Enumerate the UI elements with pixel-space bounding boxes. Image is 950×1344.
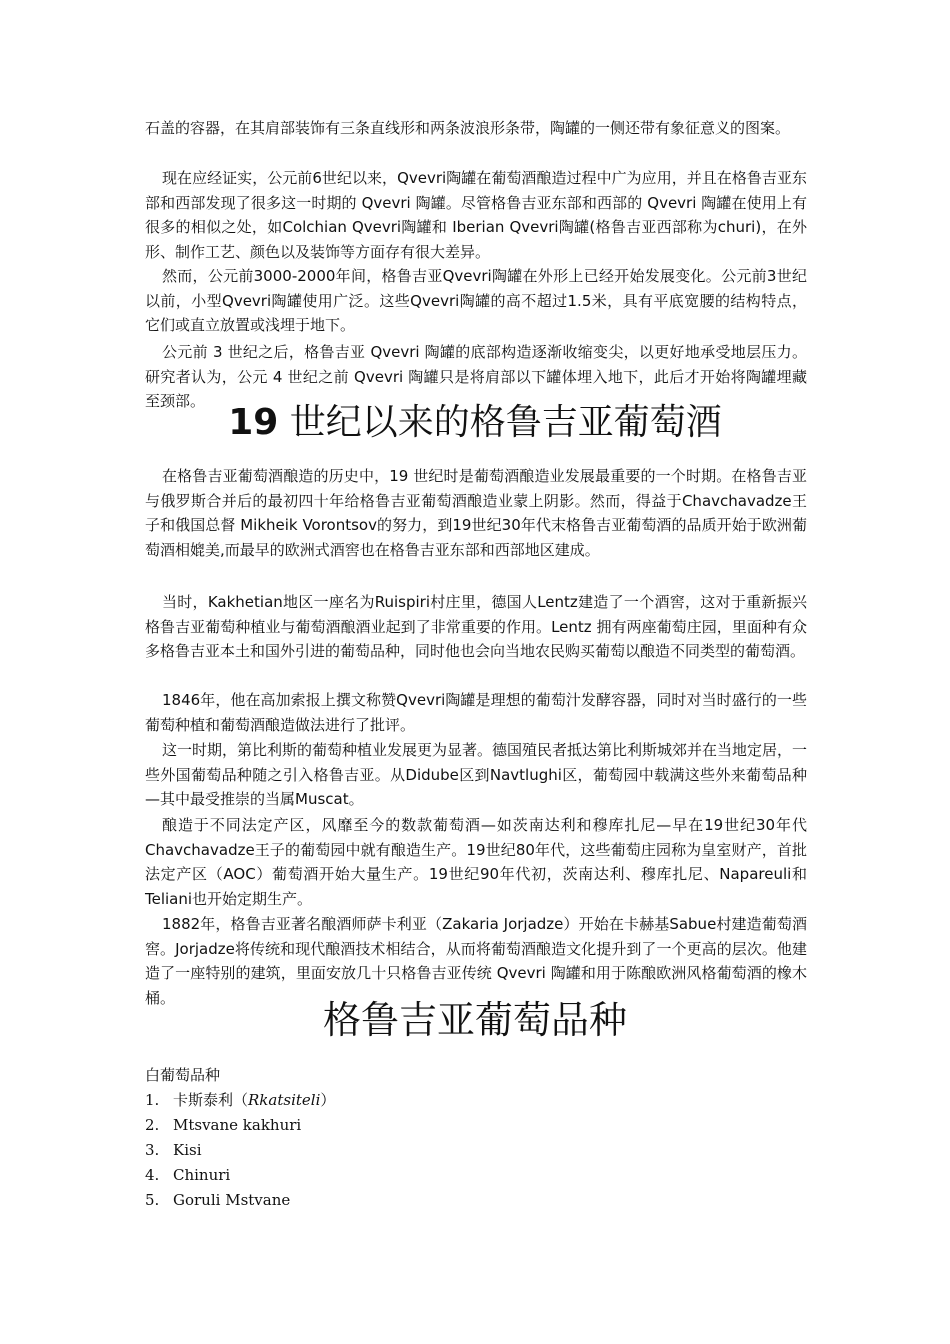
heading-number: 19 [228,402,279,443]
list-item-latin-name: Rkatsiteli [248,1091,321,1109]
list-item-name: Goruli Mstvane [173,1191,291,1209]
list-item-index: 5. [145,1191,160,1209]
heading-text: 世纪以来的格鲁吉亚葡萄酒 [289,402,722,443]
list-item-name: Kisi [173,1141,202,1159]
paragraph-mid-2: 当时，Kakhetian地区一座名为Ruispiri村庄里，德国人Lentz建造了一个酒窖，这对于重新振兴格鲁吉亚葡萄种植业与葡萄酒酿酒业起到了非常重要的作用。Lentz 拥有两座葡萄庄园，里面种有众多格鲁吉亚本土和国外引进的葡萄品种，同时他也会向当地农民购买葡萄以酿造不同类型的葡萄酒。 [145,593,807,660]
section-heading-grape-varieties: 格鲁吉亚葡萄品种 [322,998,627,1042]
paragraph-top-3: 然而，公元前3000-2000年间，格鲁吉亚Qvevri陶罐在外形上已经开始发展变化。公元前3世纪以前，小型Qvevri陶罐使用广泛。这些Qvevri陶罐的高不超过1.5米，具有平底宽腰的结构特点，它们或直立放置或浅埋于地下。 [145,267,807,334]
white-grapes-title: 白葡萄品种 [145,1066,221,1084]
paragraph-mid-4: 这一时期，第比利斯的葡萄种植业发展更为显著。德国殖民者抵达第比利斯城郊并在当地定居，一些外国葡萄品种随之引入格鲁吉亚。从Didube区到Navtlughi区，葡萄园中载满这些外来葡萄品种—其中最受推崇的当属Muscat。 [145,741,808,808]
section-heading-19th-century [0,400,950,446]
list-item-suffix: ） [320,1091,336,1109]
list-item [145,1138,335,1163]
list-item [145,1163,335,1188]
list-item [145,1088,335,1113]
list-item-index: 3. [145,1141,160,1159]
list-item [145,1113,335,1138]
paragraph-top-1: 石盖的容器，在其肩部装饰有三条直线形和两条波浪形条带，陶罐的一侧还带有象征意义的图案。 [145,119,791,137]
paragraph-top-2: 现在应经证实，公元前6世纪以来，Qvevri陶罐在葡萄酒酿造过程中广为应用，并且在格鲁吉亚东部和西部发现了很多这一时期的 Qvevri 陶罐。尽管格鲁吉亚东部和西部的 Qvevri 陶罐在使用上有很多的相似之处，如Colchian Qvevri陶罐和 Iberian Qvevri陶罐(格鲁吉亚西部称为churi)，在外形、制作工艺、颜色以及装饰等方面存有很大差异。 [145,169,807,261]
paragraph-top-4: 公元前 3 世纪之后，格鲁吉亚 Qvevri 陶罐的底部构造逐渐收缩变尖，以更好地承受地层压力。研究者认为，公元 4 世纪之前 Qvevri 陶罐只是将肩部以下罐体埋入地下，此后才开始将陶罐埋藏至颈部。 [145,343,807,410]
list-item [145,1188,335,1213]
list-item-index: 1. [145,1091,160,1109]
paragraph-mid-1: 在格鲁吉亚葡萄酒酿造的历史中，19 世纪时是葡萄酒酿造业发展最重要的一个时期。在格鲁吉亚与俄罗斯合并后的最初四十年给格鲁吉亚葡萄酒酿造业蒙上阴影。然而，得益于Chavchavadze王子和俄国总督 Mikheik Vorontsov的努力，到19世纪30年代末格鲁吉亚葡萄酒的品质开始于欧洲葡萄酒相媲美,而最早的欧洲式酒窖也在格鲁吉亚东部和西部地区建成。 [145,467,807,559]
paragraph-mid-3: 1846年，他在高加索报上撰文称赞Qvevri陶罐是理想的葡萄汁发酵容器，同时对当时盛行的一些葡萄种植和葡萄酒酿造做法进行了批评。 [145,691,807,734]
list-item-index: 2. [145,1116,160,1134]
list-item-name: 卡斯泰利（ [173,1091,249,1109]
paragraph-mid-6: 1882年，格鲁吉亚著名酿酒师萨卡利亚（Zakaria Jorjadze）开始在卡赫基Sabue村建造葡萄酒窖。Jorjadze将传统和现代酿酒技术相结合，从而将葡萄酒酿造文化提升到了一个更高的层次。他建造了一座特别的建筑，里面安放几十只格鲁吉亚传统 Qvevri 陶罐和用于陈酿欧洲风格葡萄酒的橡木桶。 [145,915,807,1007]
list-item-name: Chinuri [173,1166,231,1184]
list-item-index: 4. [145,1166,160,1184]
white-grapes-list [145,1088,335,1213]
list-item-name: Mtsvane kakhuri [173,1116,302,1134]
paragraph-mid-5: 酿造于不同法定产区，风靡至今的数款葡萄酒—如茨南达利和穆库扎尼—早在19世纪30年代Chavchavadze王子的葡萄园中就有酿造生产。19世纪80年代，这些葡萄庄园称为皇室财产，首批法定产区（AOC）葡萄酒开始大量生产。19世纪90年代初，茨南达利、穆库扎尼、Napareuli和Teliani也开始定期生产。 [145,816,807,908]
